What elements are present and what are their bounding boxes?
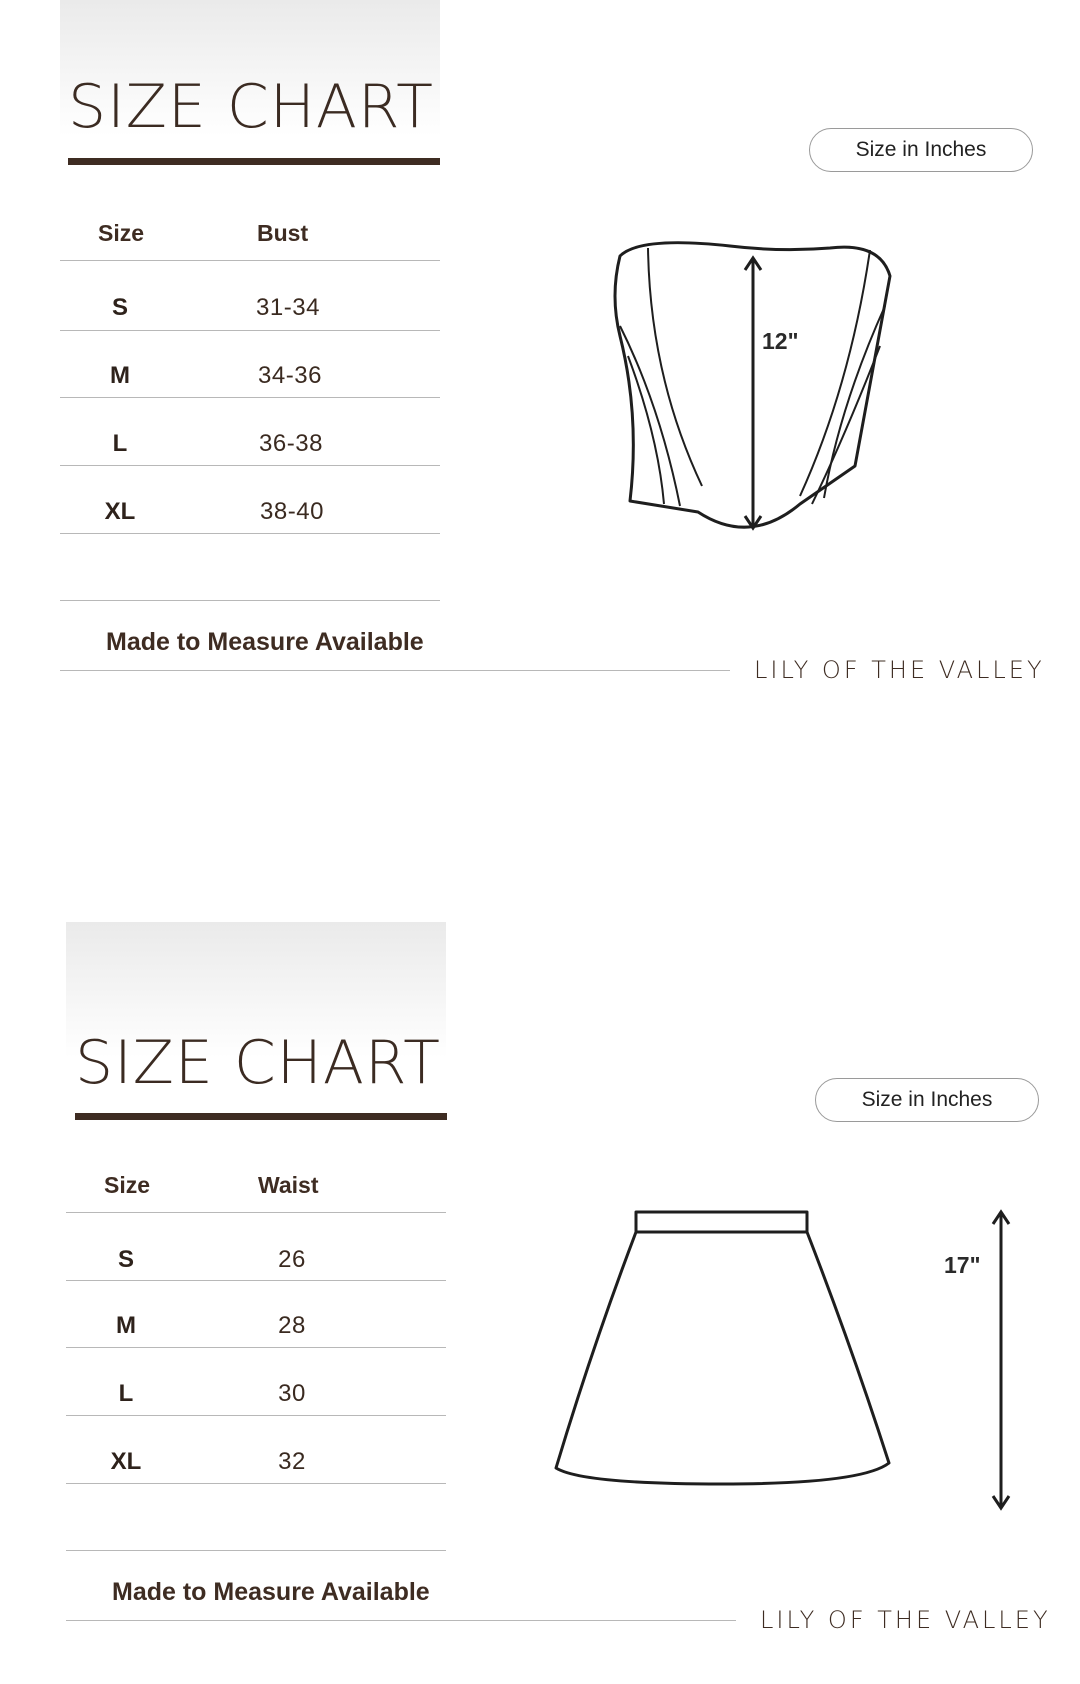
table-rule bbox=[60, 533, 440, 534]
size-cell: L bbox=[118, 1380, 134, 1407]
size-cell: M bbox=[110, 362, 130, 389]
table-rule bbox=[60, 330, 440, 331]
waist-cell: 32 bbox=[278, 1448, 306, 1475]
brand-name: LILY OF THE VALLEY bbox=[760, 1606, 1051, 1634]
chart-title: SIZE CHART bbox=[68, 72, 434, 142]
table-rule bbox=[66, 1550, 446, 1551]
a-line-skirt-icon bbox=[552, 1208, 897, 1508]
made-to-measure-note: Made to Measure Available bbox=[112, 1578, 430, 1606]
made-to-measure-note: Made to Measure Available bbox=[106, 628, 424, 656]
size-cell: L bbox=[112, 430, 128, 457]
table-rule bbox=[60, 600, 440, 601]
size-cell: M bbox=[116, 1312, 136, 1339]
waist-cell: 26 bbox=[278, 1246, 306, 1273]
bust-cell: 31-34 bbox=[256, 294, 320, 321]
column-header-bust: Bust bbox=[257, 220, 309, 246]
corset-top-icon bbox=[590, 236, 930, 576]
waist-cell: 30 bbox=[278, 1380, 306, 1407]
size-cell: S bbox=[117, 1246, 134, 1273]
size-chart-section-bottom bbox=[0, 842, 1080, 1684]
table-rule bbox=[60, 397, 440, 398]
column-header-size: Size bbox=[98, 220, 145, 246]
size-cell: XL bbox=[104, 498, 136, 525]
table-rule bbox=[60, 465, 440, 466]
footer-rule bbox=[66, 1620, 736, 1621]
column-header-waist: Waist bbox=[258, 1172, 319, 1198]
bust-cell: 36-38 bbox=[259, 430, 323, 457]
measurement-label: 17" bbox=[944, 1252, 981, 1278]
measurement-label: 12" bbox=[762, 328, 799, 354]
brand-name: LILY OF THE VALLEY bbox=[754, 656, 1045, 684]
unit-pill: Size in Inches bbox=[815, 1078, 1039, 1122]
size-cell: S bbox=[111, 294, 128, 321]
unit-pill: Size in Inches bbox=[809, 128, 1033, 172]
table-rule bbox=[60, 260, 440, 261]
column-header-size: Size bbox=[104, 1172, 151, 1198]
table-rule bbox=[66, 1483, 446, 1484]
table-rule bbox=[66, 1347, 446, 1348]
table-rule bbox=[66, 1212, 446, 1213]
table-rule bbox=[66, 1415, 446, 1416]
waist-cell: 28 bbox=[278, 1312, 306, 1339]
footer-rule bbox=[60, 670, 730, 671]
bust-cell: 34-36 bbox=[258, 362, 322, 389]
bust-cell: 38-40 bbox=[260, 498, 324, 525]
size-cell: XL bbox=[110, 1448, 142, 1475]
title-underline bbox=[68, 158, 440, 165]
title-underline bbox=[75, 1113, 447, 1120]
chart-title: SIZE CHART bbox=[75, 1028, 441, 1098]
table-rule bbox=[66, 1280, 446, 1281]
length-arrow-icon bbox=[988, 1208, 1014, 1512]
